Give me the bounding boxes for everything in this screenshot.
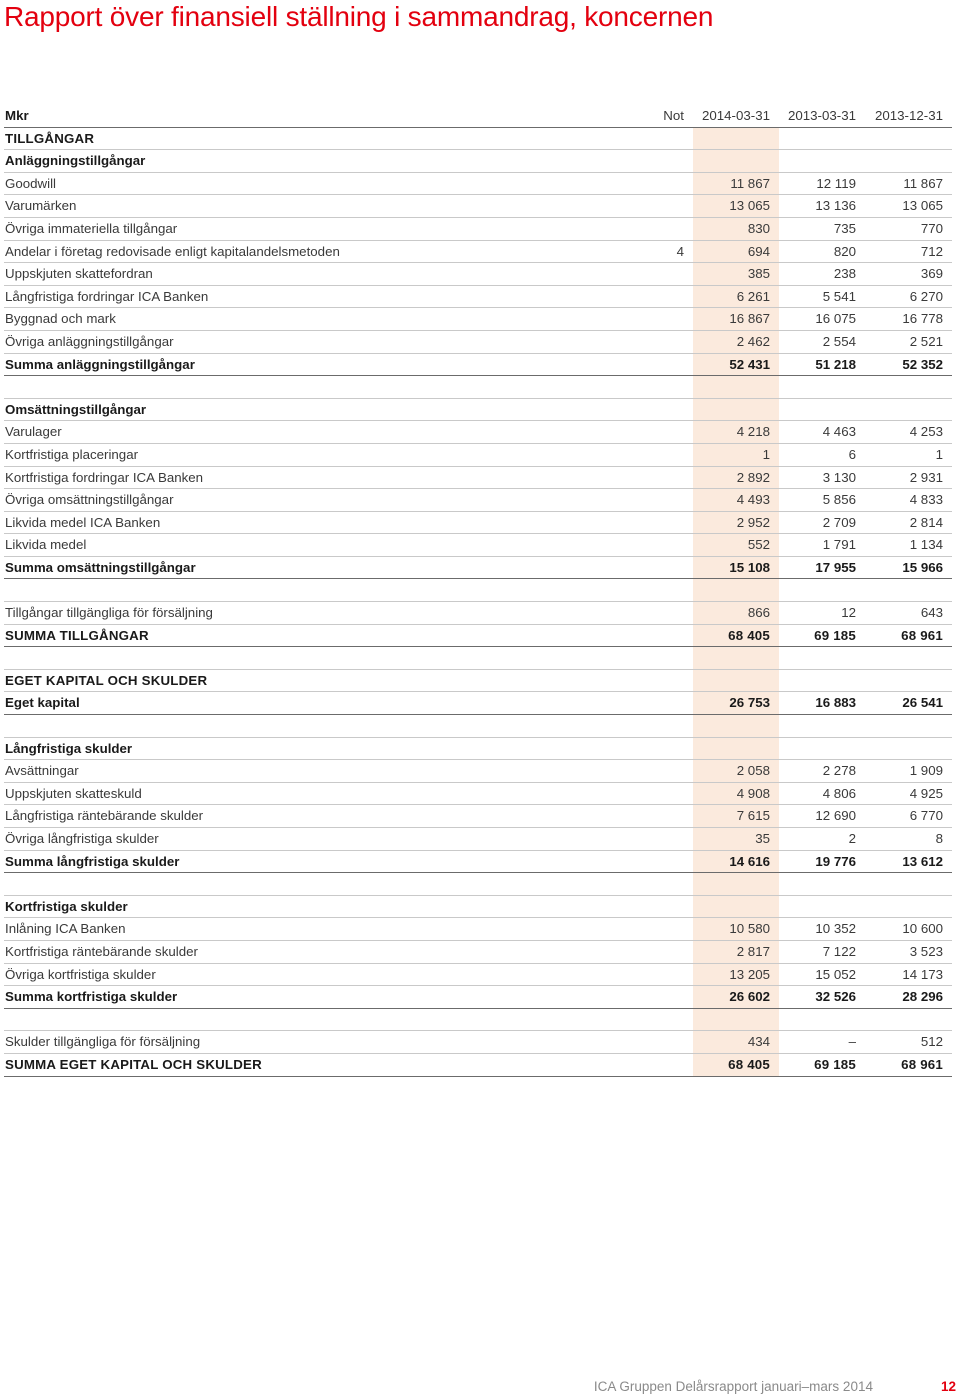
row-value-col-3: 4 833: [909, 492, 943, 508]
row-value-col-1: 4 908: [736, 785, 770, 801]
table-row: [4, 512, 952, 535]
row-label: Summa kortfristiga skulder: [5, 989, 178, 1005]
row-label: Goodwill: [5, 175, 56, 191]
row-label: TILLGÅNGAR: [5, 130, 95, 146]
table-row: [4, 1054, 952, 1077]
table-row: [4, 738, 952, 761]
row-value-col-1: 694: [747, 243, 770, 259]
row-label: Anläggningstillgångar: [5, 153, 146, 169]
table-row: [4, 354, 952, 377]
table-row: [4, 241, 952, 264]
row-value-col-3: 712: [920, 243, 943, 259]
row-value-col-2: 16 883: [815, 695, 856, 711]
table-row: [4, 331, 952, 354]
row-value-col-1: 4 493: [736, 492, 770, 508]
row-value-col-2: 735: [833, 220, 856, 236]
table-row: [4, 421, 952, 444]
row-value-col-1: 2 892: [736, 469, 770, 485]
row-label: Långfristiga skulder: [5, 740, 133, 756]
table-row: [4, 918, 952, 941]
row-value-col-2: 6: [848, 446, 856, 462]
row-value-col-3: 10 600: [902, 921, 943, 937]
row-value-col-3: 11 867: [903, 175, 943, 191]
row-label: Övriga immateriella tillgångar: [5, 220, 178, 236]
row-value-col-1: 15 108: [729, 559, 770, 575]
spacer-row: [4, 1009, 952, 1032]
table-row: [4, 173, 952, 196]
row-value-col-3: 68 961: [901, 627, 943, 643]
table-body: [4, 128, 952, 1077]
table-row: [4, 195, 952, 218]
table-row: [4, 851, 952, 874]
table-row: [4, 286, 952, 309]
row-label: Övriga långfristiga skulder: [5, 831, 159, 846]
row-label: Uppskjuten skatteskuld: [5, 785, 142, 801]
row-value-col-2: 12: [841, 605, 856, 621]
row-label: Långfristiga fordringar ICA Banken: [5, 288, 209, 304]
row-value-col-2: 2 278: [822, 763, 856, 779]
row-value-col-2: 5 856: [822, 492, 856, 508]
row-value-col-3: 6 270: [909, 288, 943, 304]
row-label: Kortfristiga placeringar: [5, 446, 139, 462]
row-label: Kortfristiga skulder: [5, 898, 128, 914]
table-row: [4, 760, 952, 783]
row-value-col-1: 68 405: [728, 1056, 770, 1072]
table-row: [4, 783, 952, 806]
row-value-col-3: 6 770: [909, 808, 943, 824]
row-value-col-1: 13 205: [729, 966, 770, 982]
row-value-col-1: 10 580: [729, 921, 770, 937]
row-label: Långfristiga räntebärande skulder: [5, 808, 204, 824]
page-footer: [594, 1379, 956, 1394]
row-value-col-2: 4 806: [822, 785, 856, 801]
row-label: Eget kapital: [5, 695, 80, 711]
row-value-col-1: 68 405: [728, 627, 770, 643]
spacer-row: [4, 873, 952, 896]
row-value-col-2: 5 541: [822, 288, 856, 304]
row-label: Summa anläggningstillgångar: [5, 356, 195, 372]
row-value-col-2: –: [848, 1034, 856, 1050]
row-value-col-3: 26 541: [902, 695, 943, 711]
row-value-col-2: 69 185: [814, 1056, 856, 1072]
table-row: [4, 941, 952, 964]
table-row: [4, 128, 952, 151]
row-value-col-1: 2 462: [736, 333, 770, 349]
table-row: [4, 805, 952, 828]
row-value-col-2: 19 776: [815, 853, 856, 869]
row-value-col-1: 16 867: [729, 311, 770, 327]
header-col-3: 2013-12-31: [874, 108, 943, 123]
table-row: [4, 489, 952, 512]
row-value-col-1: 385: [747, 266, 770, 282]
row-value-col-2: 4 463: [822, 424, 856, 440]
table-row: [4, 467, 952, 490]
row-label: Kortfristiga räntebärande skulder: [5, 943, 198, 959]
table-row: [4, 399, 952, 422]
spacer-row: [4, 715, 952, 738]
row-label: Likvida medel ICA Banken: [5, 514, 161, 530]
row-value-col-1: 2 817: [736, 943, 770, 959]
table-row: [4, 308, 952, 331]
row-value-col-2: 51 218: [815, 356, 856, 372]
table-row: [4, 625, 952, 648]
table-row: [4, 444, 952, 467]
row-value-col-1: 2 058: [736, 763, 770, 779]
row-value-col-2: 15 052: [815, 966, 856, 982]
header-col-1: 2014-03-31: [701, 108, 770, 123]
table-row: [4, 1031, 952, 1054]
row-value-col-2: 32 526: [815, 989, 856, 1005]
row-value-col-3: 16 778: [902, 311, 943, 327]
row-label: Andelar i företag redovisade enligt kapitalandelsmetoden: [5, 243, 340, 259]
row-value-col-3: 28 296: [902, 989, 943, 1005]
row-value-col-2: 17 955: [815, 559, 856, 575]
row-label: SUMMA EGET KAPITAL OCH SKULDER: [5, 1056, 262, 1072]
table-row: [4, 828, 952, 851]
row-value-col-2: 820: [833, 243, 856, 259]
row-value-col-3: 512: [920, 1034, 943, 1050]
table-row: [4, 670, 952, 693]
row-value-col-1: 7 615: [736, 808, 770, 824]
table-row: [4, 896, 952, 919]
row-value-col-1: 4 218: [736, 424, 770, 440]
spacer-row: [4, 579, 952, 602]
table-row: [4, 557, 952, 580]
page-number: 12: [940, 1379, 956, 1394]
table-row: [4, 602, 952, 625]
row-value-col-2: 2 554: [822, 333, 856, 349]
row-value-col-3: 1 134: [909, 537, 943, 553]
row-value-col-3: 2 931: [909, 469, 943, 485]
row-label: Uppskjuten skattefordran: [5, 266, 153, 282]
row-value-col-3: 770: [920, 220, 943, 236]
row-value-col-1: 26 753: [729, 695, 770, 711]
row-value-col-2: 1 791: [822, 537, 856, 553]
row-value-col-1: 2 952: [736, 514, 770, 530]
row-value-col-3: 14 173: [902, 966, 943, 982]
table-header-row: [4, 105, 952, 128]
footer-text: ICA Gruppen Delårsrapport januari–mars 2014: [593, 1379, 873, 1394]
row-value-col-3: 2 814: [909, 514, 943, 530]
row-value-col-3: 68 961: [901, 1056, 943, 1072]
table-row: [4, 964, 952, 987]
row-label: SUMMA TILLGÅNGAR: [5, 627, 149, 643]
row-value-col-2: 2 709: [822, 514, 856, 530]
row-value-col-1: 26 602: [729, 989, 770, 1005]
row-label: Summa omsättningstillgångar: [5, 559, 196, 575]
row-label: Summa långfristiga skulder: [5, 853, 180, 869]
row-value-col-3: 2 521: [909, 333, 943, 349]
spacer-row: [4, 376, 952, 399]
row-label: Skulder tillgängliga för försäljning: [5, 1034, 201, 1050]
row-label: Övriga anläggningstillgångar: [5, 333, 174, 349]
header-not: Not: [663, 108, 684, 123]
row-value-col-3: 15 966: [902, 559, 943, 575]
row-value-col-1: 13 065: [729, 198, 770, 214]
row-value-col-1: 35: [755, 831, 770, 846]
row-value-col-1: 552: [747, 537, 770, 553]
row-label: Byggnad och mark: [5, 311, 116, 327]
row-label: Övriga omsättningstillgångar: [5, 492, 174, 508]
row-label: Inlåning ICA Banken: [5, 921, 126, 937]
table-row: [4, 263, 952, 286]
row-value-col-3: 1 909: [909, 763, 943, 779]
row-label: Omsättningstillgångar: [5, 401, 147, 417]
table-row: [4, 218, 952, 241]
table-row: [4, 534, 952, 557]
row-value-col-2: 3 130: [822, 469, 856, 485]
row-value-col-2: 238: [833, 266, 856, 282]
row-value-col-3: 13 612: [902, 853, 943, 869]
row-note: 4: [676, 243, 684, 259]
spacer-row: [4, 647, 952, 670]
row-value-col-2: 12 119: [816, 175, 856, 191]
row-value-col-1: 11 867: [730, 175, 770, 191]
row-label: Kortfristiga fordringar ICA Banken: [5, 469, 204, 485]
row-value-col-3: 4 253: [909, 424, 943, 440]
row-value-col-1: 6 261: [736, 288, 770, 304]
row-label: Likvida medel: [5, 537, 87, 553]
row-value-col-3: 643: [920, 605, 943, 621]
row-label: Avsättningar: [5, 763, 79, 779]
row-value-col-1: 1: [762, 446, 770, 462]
row-value-col-1: 434: [747, 1034, 770, 1050]
row-label: Varumärken: [5, 198, 77, 214]
row-value-col-3: 369: [920, 266, 943, 282]
row-label: Övriga kortfristiga skulder: [5, 966, 156, 982]
header-unit: Mkr: [5, 108, 29, 123]
row-value-col-3: 8: [935, 831, 943, 846]
header-col-2: 2013-03-31: [787, 108, 856, 123]
row-value-col-2: 13 136: [815, 198, 856, 214]
row-value-col-1: 830: [747, 220, 770, 236]
row-value-col-3: 1: [935, 446, 943, 462]
row-label: Varulager: [5, 424, 62, 440]
row-value-col-1: 52 431: [729, 356, 770, 372]
table-row: [4, 692, 952, 715]
row-value-col-2: 16 075: [815, 311, 856, 327]
table-row: [4, 150, 952, 173]
row-value-col-1: 866: [747, 605, 770, 621]
row-value-col-2: 2: [848, 831, 856, 846]
page-title: Rapport över finansiell ställning i sammandrag, koncernen: [4, 1, 714, 32]
financial-position-table: [4, 105, 952, 1077]
row-value-col-3: 13 065: [902, 198, 943, 214]
row-value-col-3: 4 925: [909, 785, 943, 801]
table-row: [4, 986, 952, 1009]
row-value-col-2: 10 352: [815, 921, 856, 937]
row-value-col-2: 69 185: [814, 627, 856, 643]
row-value-col-3: 52 352: [902, 356, 943, 372]
row-value-col-2: 12 690: [815, 808, 856, 824]
row-value-col-2: 7 122: [822, 943, 856, 959]
row-value-col-1: 14 616: [729, 853, 770, 869]
row-value-col-3: 3 523: [909, 943, 943, 959]
row-label: EGET KAPITAL OCH SKULDER: [5, 672, 208, 688]
row-label: Tillgångar tillgängliga för försäljning: [5, 605, 213, 621]
